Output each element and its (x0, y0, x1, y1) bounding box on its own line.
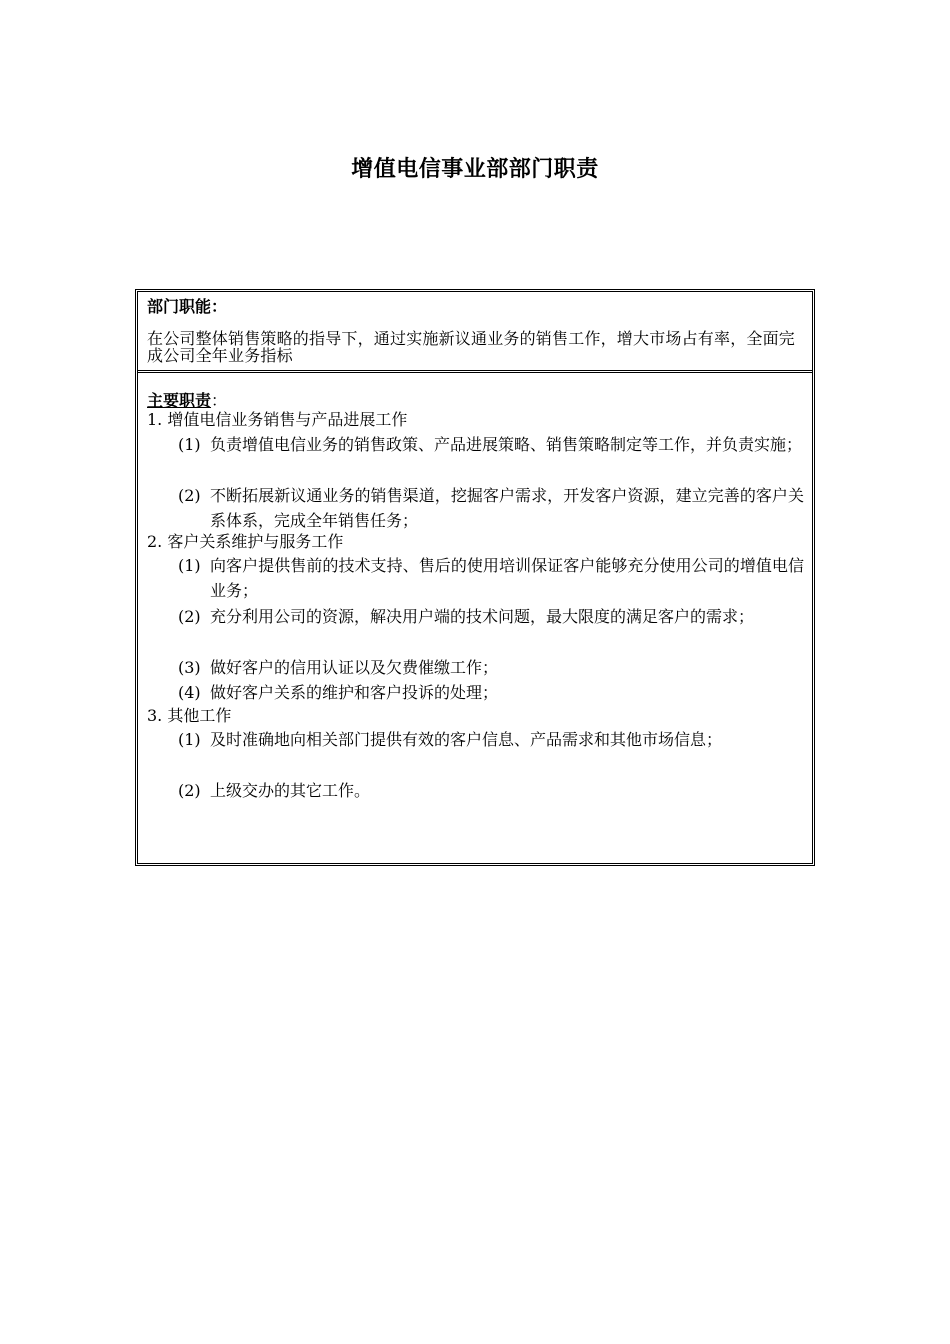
duties-heading-colon: ： (211, 391, 228, 410)
duties-heading (147, 388, 227, 411)
duties-table (135, 289, 815, 866)
duty-item-number: (2) (178, 781, 201, 800)
duty-item-text: 做好客户关系的维护和客户投诉的处理； (210, 683, 499, 702)
page-title: 增值电信事业部部门职责 (351, 157, 599, 182)
duty-item-2-1 (178, 553, 804, 603)
duty-item-2-2 (178, 604, 804, 629)
duty-item-2-3 (178, 655, 804, 680)
function-section (138, 292, 812, 373)
duty-category-1: 1. 增值电信业务销售与产品进展工作 (147, 410, 408, 429)
duty-item-2-4 (178, 680, 804, 705)
duty-item-text: 向客户提供售前的技术支持、售后的使用培训保证客户能够充分使用公司的增值电信业务； (210, 556, 804, 600)
duty-category-3: 3. 其他工作 (147, 706, 232, 725)
duty-category-2: 2. 客户关系维护与服务工作 (147, 532, 344, 551)
duty-item-text: 充分利用公司的资源，解决用户端的技术问题，最大限度的满足客户的需求； (210, 607, 755, 626)
duty-item-text: 上级交办的其它工作。 (210, 781, 371, 800)
duty-item-number: (2) (178, 607, 201, 626)
duty-item-text: 不断拓展新议通业务的销售渠道，挖掘客户需求，开发客户资源，建立完善的客户关系体系，完成全年销售任务； (210, 486, 804, 530)
duty-item-number: (1) (178, 435, 201, 454)
duty-item-1-1 (178, 432, 804, 457)
function-text: 在公司整体销售策略的指导下，通过实施新议通业务的销售工作，增大市场占有率，全面完成公司全年业务指标 (147, 329, 796, 365)
duty-item-3-2 (178, 778, 804, 803)
duty-item-text: 负责增值电信业务的销售政策、产品进展策略、销售策略制定等工作，并负责实施； (210, 435, 803, 454)
duty-item-number: (1) (178, 556, 201, 575)
duties-section (138, 373, 812, 863)
duty-item-1-2 (178, 483, 804, 533)
duty-item-number: (3) (178, 658, 201, 677)
duty-item-3-1 (178, 727, 804, 752)
duty-item-text: 及时准确地向相关部门提供有效的客户信息、产品需求和其他市场信息； (210, 730, 723, 749)
function-heading: 部门职能： (147, 297, 228, 316)
duty-item-number: (1) (178, 730, 201, 749)
duties-heading-label: 主要职责 (147, 391, 212, 410)
duty-item-text: 做好客户的信用认证以及欠费催缴工作； (210, 658, 499, 677)
duty-item-number: (2) (178, 486, 201, 505)
duty-item-number: (4) (178, 683, 201, 702)
